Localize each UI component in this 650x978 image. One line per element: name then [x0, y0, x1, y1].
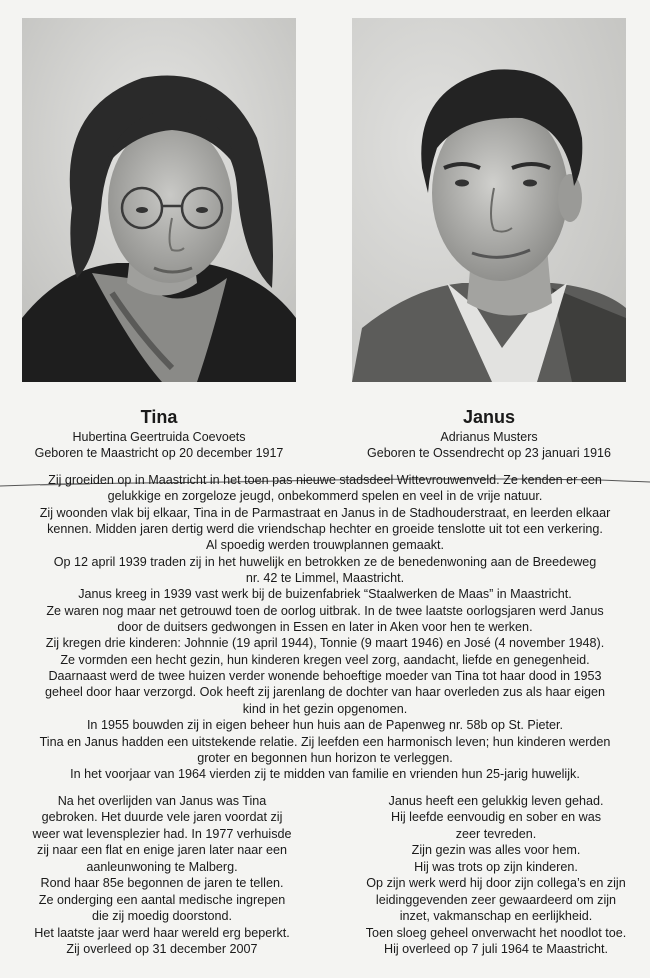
- biography-line: Janus kreeg in 1939 vast werk bij de buizenfabriek “Staalwerken de Maas” in Maastricht.: [78, 587, 572, 602]
- biography-line: nr. 42 te Limmel, Maastricht.: [245, 571, 405, 586]
- biography-line: Zij woonden vlak bij elkaar, Tina in de Parmastraat en Janus in de Stadhouderstraat, en leerden elkaar: [39, 505, 611, 520]
- janus-text-line: leidinggevenden zeer gewaardeerd om zijn: [375, 892, 617, 907]
- janus-text-line: Op zijn werk werd hij door zijn collega’s en zijn: [366, 876, 626, 891]
- janus-text-line: inzet, vakmanschap en eerlijkheid.: [399, 909, 593, 924]
- tina-text-line: gebroken. Het duurde vele jaren voordat zij: [41, 810, 283, 825]
- tina-text-line: die zij moedig doorstond.: [91, 909, 232, 924]
- person-tina: [9, 405, 309, 461]
- full-name-tina: Hubertina Geertruida Coevoets: [72, 430, 246, 444]
- janus-text-line: Toen sloeg geheel onverwacht het noodlot toe.: [365, 925, 627, 940]
- janus-text-line: zeer tevreden.: [455, 826, 537, 841]
- biography-line: geheel door haar verzorgd. Ook heeft zij jarenlang de dochter van haar overleden zus als haar eigen: [44, 685, 606, 700]
- tina-text-line: Rond haar 85e begonnen de jaren te tellen.: [40, 876, 284, 891]
- biography-line: Daarnaast werd de twee huizen verder wonende behoeftige moeder van Tina tot haar dood in 1953: [48, 669, 602, 684]
- tina-text-line: Na het overlijden van Janus was Tina: [57, 794, 267, 808]
- janus-text-line: Hij was trots op zijn kinderen.: [414, 859, 578, 874]
- tina-text-line: aanleunwoning te Malberg.: [86, 859, 238, 874]
- portrait-janus-image: [352, 18, 626, 382]
- name-tina: Tina: [140, 407, 178, 427]
- biography-line: Al spoedig werden trouwplannen gemaakt.: [205, 538, 445, 553]
- portrait-tina-image: [22, 18, 296, 382]
- biography-line: Zij groeiden op in Maastricht in het toen pas nieuwe stadsdeel Wittevrouwenveld. Ze kenden er een: [48, 473, 602, 487]
- person-janus: [339, 405, 639, 461]
- biography-line: In het voorjaar van 1964 vierden zij te midden van familie en vrienden hun 25-jarig huwelijk.: [70, 767, 580, 782]
- janus-text-line: Zijn gezin was alles voor hem.: [411, 843, 581, 858]
- biography-line: door de duitsers gedwongen in Essen en later in Aken voor hen te werken.: [117, 620, 533, 635]
- birth-tina: Geboren te Maastricht op 20 december 1917: [34, 446, 284, 460]
- photo-tina: [22, 18, 296, 382]
- tina-text-line: Het laatste jaar werd haar wereld erg beperkt.: [34, 925, 290, 940]
- tina-text-line: weer wat levensplezier had. In 1977 verhuisde: [32, 826, 292, 841]
- photo-janus: [352, 18, 626, 382]
- biography-line: Zij kregen drie kinderen: Johnnie (19 april 1944), Tonnie (9 maart 1946) en José (4 november 1948).: [45, 636, 605, 651]
- tina-text-line: Ze onderging een aantal medische ingrepen: [38, 892, 286, 907]
- biography-line: kind in het gezin opgenomen.: [242, 701, 408, 716]
- janus-remembrance-text: [346, 793, 646, 958]
- biography-line: kennen. Midden jaren dertig werd die vriendschap hechter en groeide tenslotte uit tot een verkering.: [47, 522, 603, 537]
- janus-text-line: Hij overleed op 7 juli 1964 te Maastricht.: [383, 942, 608, 957]
- tina-text-line: zij naar een flat en enige jaren later naar een: [37, 843, 287, 858]
- biography-text: [6, 472, 644, 783]
- name-janus: Janus: [462, 407, 516, 427]
- biography-line: groter en begonnen hun horizon te verleggen.: [197, 750, 453, 765]
- tina-text-line: Zij overleed op 31 december 2007: [66, 942, 258, 957]
- janus-text-line: Hij leefde eenvoudig en sober en was: [390, 810, 602, 825]
- biography-line: Ze waren nog maar net getrouwd toen de oorlog uitbrak. In de twee laatste oorlogsjaren werd Janus: [46, 603, 604, 618]
- biography-line: Tina en Janus hadden een uitstekende relatie. Zij leefden een harmonisch leven; hun kinderen werden: [39, 734, 611, 749]
- biography-line: In 1955 bouwden zij in eigen beheer hun huis aan de Papenweg nr. 58b op St. Pieter.: [86, 718, 564, 733]
- janus-text-line: Janus heeft een gelukkig leven gehad.: [388, 794, 604, 808]
- tina-remembrance-text: [12, 793, 312, 958]
- biography-line: Ze vormden een hecht gezin, hun kinderen kregen veel zorg, aandacht, liefde en genegenheid.: [60, 652, 590, 667]
- biography-line: Op 12 april 1939 traden zij in het huwelijk en betrokken ze de benedenwoning aan de Breedeweg: [53, 554, 597, 569]
- full-name-janus: Adrianus Musters: [440, 430, 538, 444]
- biography-line: gelukkige en zorgeloze jeugd, onbekommerd spelen en veel in de vrije natuur.: [107, 489, 543, 504]
- birth-janus: Geboren te Ossendrecht op 23 januari 1916: [367, 446, 611, 460]
